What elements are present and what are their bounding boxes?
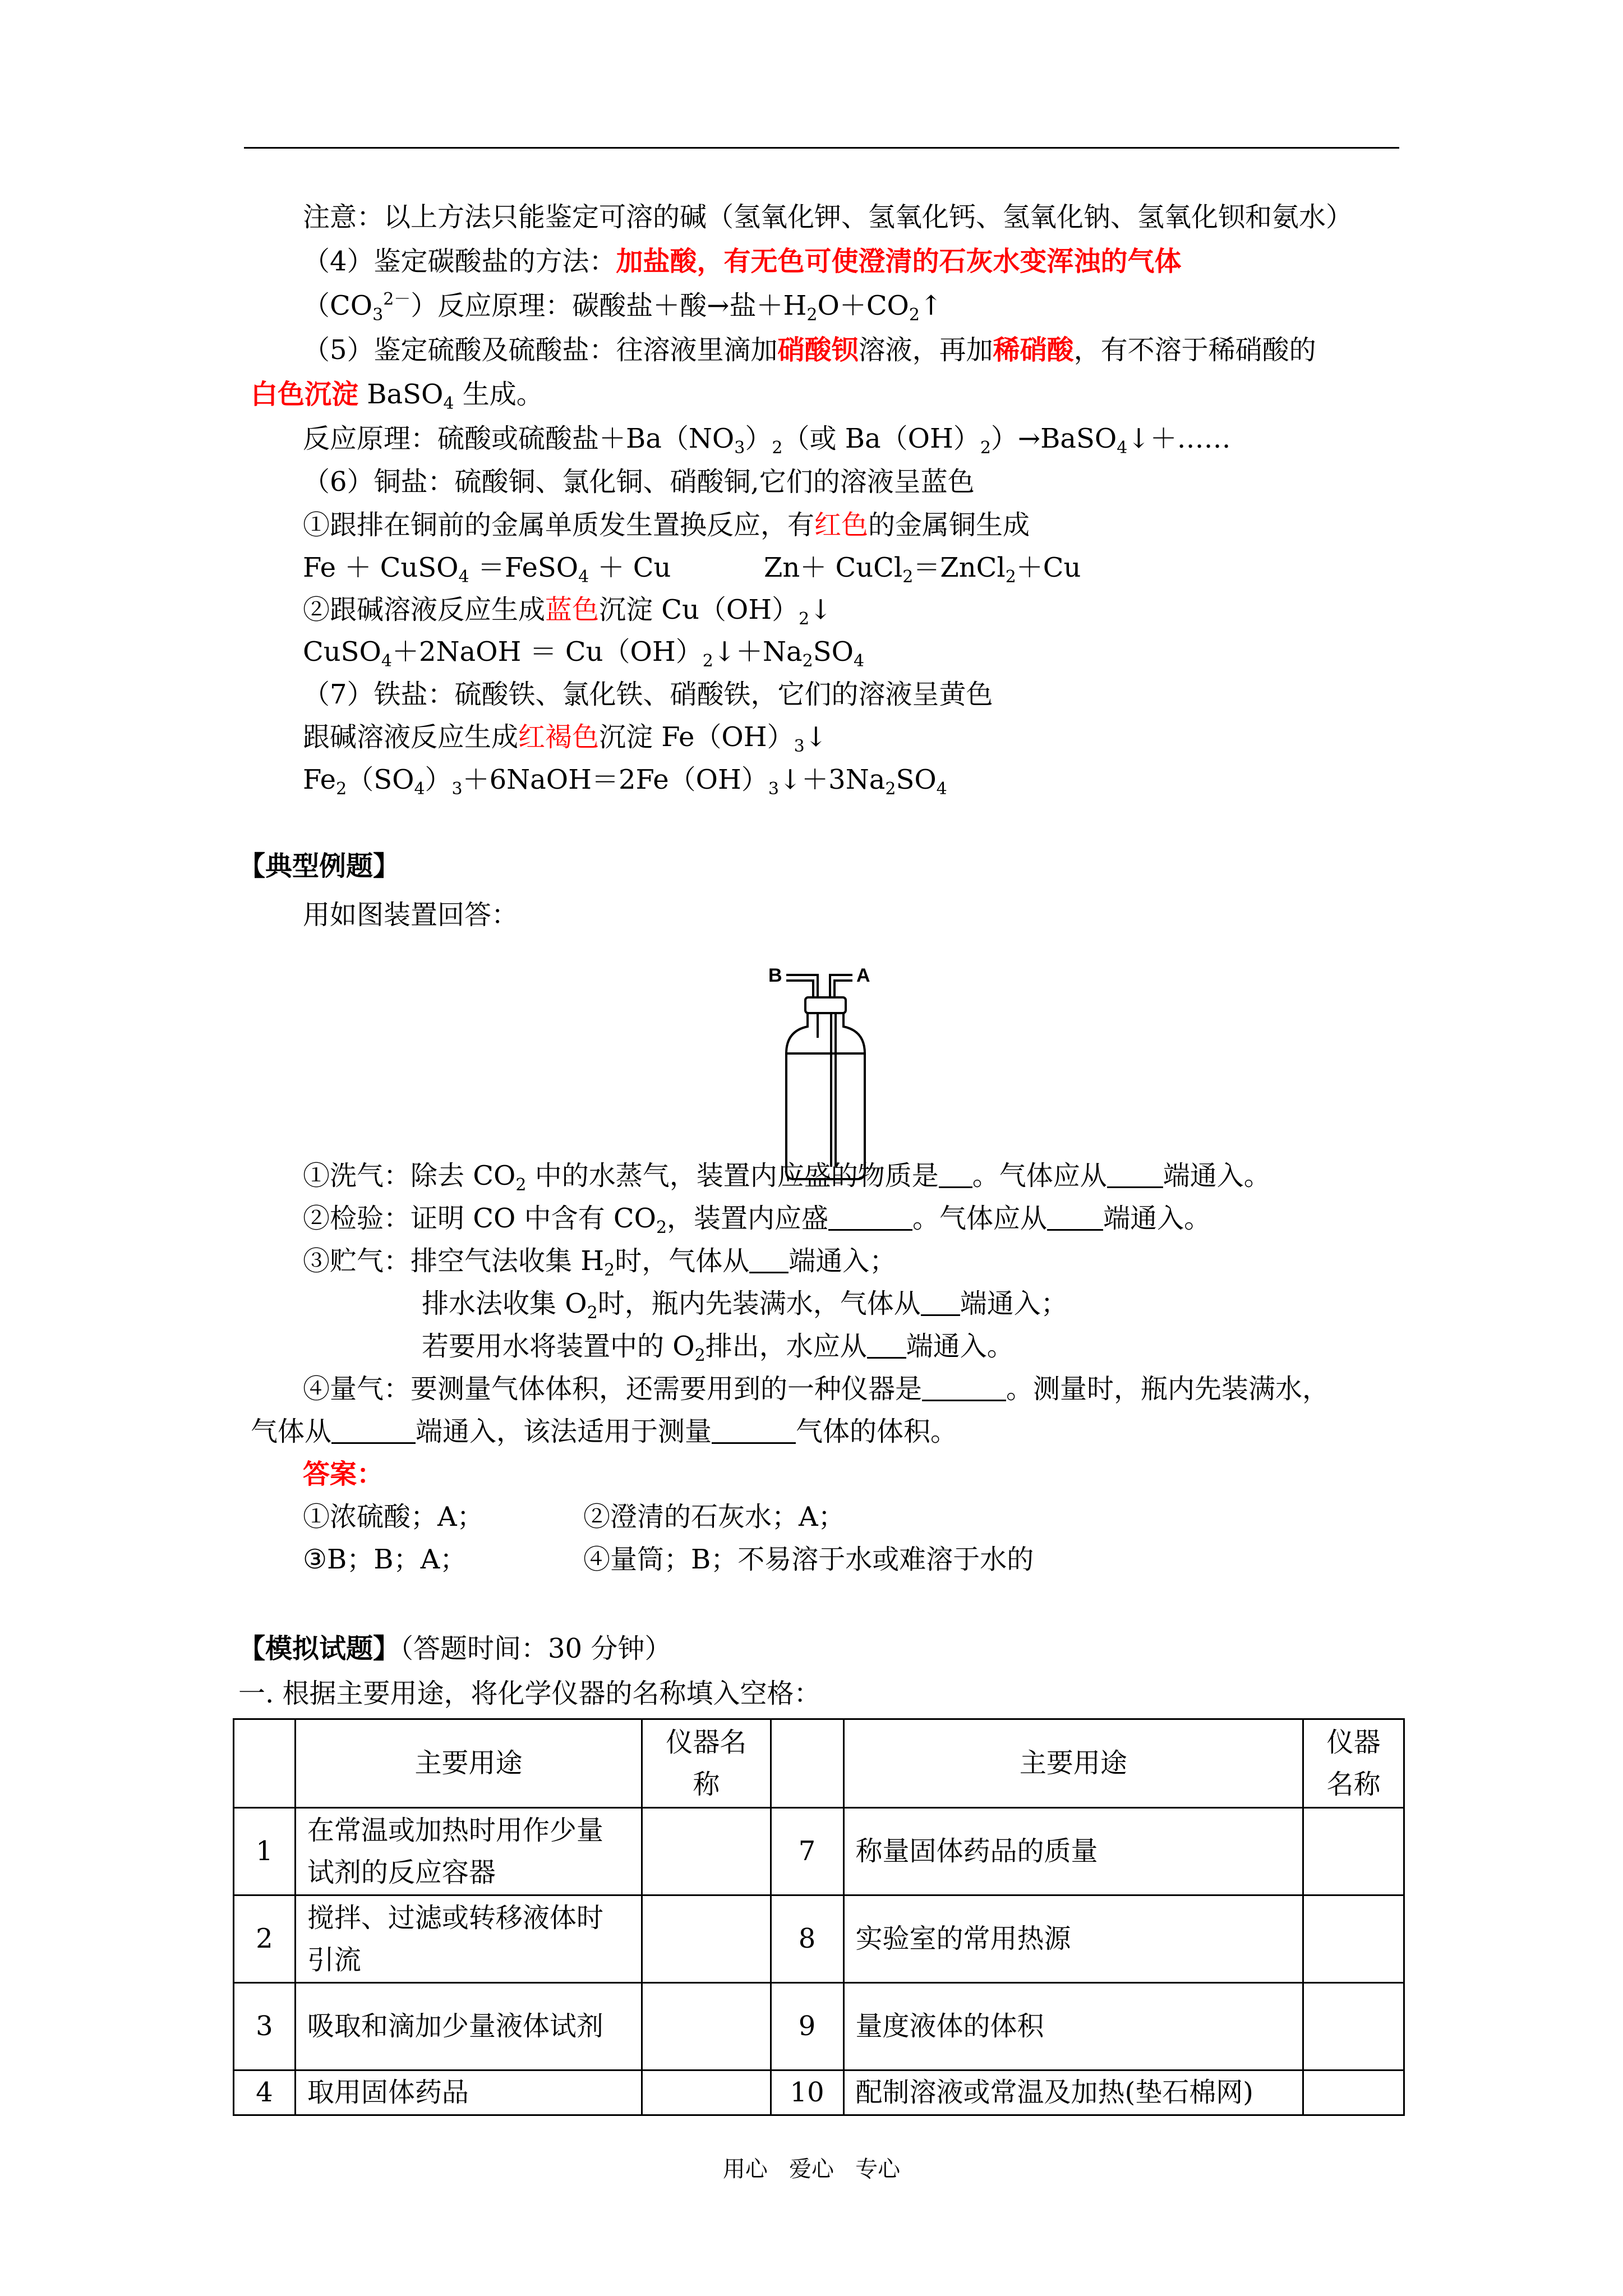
copper-base-line: ②跟碱溶液反应生成蓝色沉淀 $Cu(OH)_2↓$ bbox=[303, 594, 832, 629]
answer-label: 答案： bbox=[303, 1458, 384, 1490]
row-use: 吸取和滴加少量液体试剂 bbox=[295, 1983, 642, 2070]
exercise-time: （答题时间：30 分钟） bbox=[400, 1633, 672, 1664]
row-use: 实验室的常用热源 bbox=[843, 1895, 1303, 1983]
label-b: B bbox=[768, 965, 782, 986]
row-number: 1 bbox=[234, 1808, 296, 1895]
sulfate-principle-line: 反应原理：硫酸或硫酸盐$+Ba(NO_3)_2$（或 $Ba(OH)_2)\to BaSO_4↓+\dots\dots$ bbox=[303, 423, 1231, 458]
answer-2: ②澄清的石灰水；A； bbox=[583, 1501, 845, 1533]
row-use: 配制溶液或常温及加热(垫石棉网) bbox=[843, 2070, 1303, 2115]
row-number: 9 bbox=[771, 1983, 843, 2070]
header-index-2 bbox=[771, 1719, 843, 1808]
row-use: 量度液体的体积 bbox=[843, 1983, 1303, 2070]
answer-cell[interactable] bbox=[1303, 1808, 1404, 1895]
header-use-1: 主要用途 bbox=[295, 1719, 642, 1808]
row-use: 搅拌、过滤或转移液体时引流 bbox=[295, 1895, 642, 1983]
label-a: A bbox=[856, 965, 870, 986]
instrument-table bbox=[233, 1718, 1405, 2116]
row-number: 7 bbox=[771, 1808, 843, 1895]
blank-q2-port[interactable] bbox=[1047, 1207, 1103, 1231]
copper-equation-2: Zn＋ CuCl$_2$＝ZnCl$_2$＋Cu bbox=[764, 552, 1081, 587]
gas-washing-bottle-diagram bbox=[757, 954, 903, 1189]
blank-q4-gas[interactable] bbox=[712, 1420, 796, 1444]
table-row bbox=[234, 1808, 1404, 1895]
row-number: 4 bbox=[234, 2070, 296, 2115]
blank-q3-water-port[interactable] bbox=[921, 1292, 960, 1316]
header-rule bbox=[244, 147, 1399, 149]
row-number: 2 bbox=[234, 1895, 296, 1983]
answer-cell[interactable] bbox=[642, 1983, 771, 2070]
copper-equation-3: CuSO$_4$＋2NaOH ＝ $Cu(OH)_2↓+Na_2SO_4$ bbox=[303, 636, 865, 671]
blank-q3-port[interactable] bbox=[749, 1249, 789, 1273]
answer-cell[interactable] bbox=[642, 1895, 771, 1983]
question-4-line-2: 气体从 端通入，该法适用于测量 气体的体积。 bbox=[251, 1416, 958, 1447]
answer-3: ③B；B；A； bbox=[303, 1544, 467, 1575]
iron-equation: $Fe_2(SO_4)_3+6NaOH=2Fe(OH)_3↓+3Na_2SO_4$ bbox=[303, 764, 947, 799]
question-1: ①洗气：除去 $CO_2$ 中的水蒸气，装置内应盛的物质是 。气体应从 端通入。 bbox=[303, 1160, 1271, 1195]
blank-q1-port[interactable] bbox=[1107, 1164, 1163, 1188]
table-row bbox=[234, 1895, 1404, 1983]
carbonate-method-line: （4）鉴定碳酸盐的方法：加盐酸，有无色可使澄清的石灰水变浑浊的气体 bbox=[303, 246, 1182, 277]
exercise-instruction: 一. 根据主要用途，将化学仪器的名称填入空格： bbox=[238, 1678, 821, 1709]
copper-salt-line: （6）铜盐：硫酸铜、氯化铜、硝酸铜,它们的溶液呈蓝色 bbox=[303, 466, 975, 498]
row-number: 8 bbox=[771, 1895, 843, 1983]
header-name-1: 仪器名称 bbox=[642, 1719, 771, 1808]
answer-1: ①浓硫酸；A； bbox=[303, 1501, 484, 1533]
sulfate-method-line: （5）鉴定硫酸及硫酸盐：往溶液里滴加硝酸钡溶液，再加稀硝酸，有不溶于稀硝酸的 bbox=[303, 334, 1316, 366]
blank-q4-instrument[interactable] bbox=[922, 1377, 1006, 1401]
row-use: 取用固体药品 bbox=[295, 2070, 642, 2115]
question-2: ②检验：证明 CO 中含有 $CO_2$，装置内应盛 。气体应从 端通入。 bbox=[303, 1203, 1211, 1237]
answer-cell[interactable] bbox=[1303, 1983, 1404, 2070]
answer-4: ④量筒；B；不易溶于水或难溶于水的 bbox=[583, 1544, 1034, 1575]
row-use: 在常温或加热时用作少量试剂的反应容器 bbox=[295, 1808, 642, 1895]
table-header-row bbox=[234, 1719, 1404, 1808]
blank-q3-drain-port[interactable] bbox=[867, 1335, 906, 1359]
blank-q1-substance[interactable] bbox=[939, 1164, 972, 1188]
blank-q4-port[interactable] bbox=[331, 1420, 416, 1444]
bottle-outline bbox=[786, 975, 865, 1179]
copper-displacement-line: ①跟排在铜前的金属单质发生置换反应，有红色的金属铜生成 bbox=[303, 509, 1030, 541]
question-3-line-2: 排水法收集 $O_2$时，瓶内先装满水，气体从 端通入； bbox=[422, 1288, 1068, 1323]
blank-q2-substance[interactable] bbox=[828, 1207, 912, 1231]
row-number: 10 bbox=[771, 2070, 843, 2115]
carbonate-principle-line: $(CO_3^{2-})$反应原理：碳酸盐＋酸→盐$+H_2O+CO_2↑$ bbox=[303, 289, 943, 325]
exercise-heading-line bbox=[238, 1635, 671, 1662]
question-3-line-3: 若要用水将装置中的 $O_2$排出，水应从 端通入。 bbox=[422, 1331, 1014, 1365]
question-4: ④量气：要测量气体体积，还需要用到的一种仪器是 。测量时，瓶内先装满水， bbox=[303, 1373, 1330, 1405]
exercise-heading: 【模拟试题】 bbox=[238, 1633, 400, 1664]
header-name-2: 仪器名称 bbox=[1303, 1719, 1404, 1808]
row-use: 称量固体药品的质量 bbox=[843, 1808, 1303, 1895]
table-row bbox=[234, 1983, 1404, 2070]
iron-base-line: 跟碱溶液反应生成红褐色沉淀 $Fe(OH)_3↓$ bbox=[303, 721, 827, 756]
example-intro: 用如图装置回答： bbox=[303, 899, 519, 931]
answer-cell[interactable] bbox=[642, 2070, 771, 2115]
row-number: 3 bbox=[234, 1983, 296, 2070]
page-footer: 用心 爱心 专心 bbox=[722, 2156, 901, 2182]
answer-cell[interactable] bbox=[642, 1808, 771, 1895]
iron-salt-line: （7）铁盐：硫酸铁、氯化铁、硝酸铁，它们的溶液呈黄色 bbox=[303, 679, 993, 710]
sulfate-method-line-2: 白色沉淀 BaSO$_4$ 生成。 bbox=[251, 379, 543, 413]
note-line: 注意：以上方法只能鉴定可溶的碱（氢氧化钾、氢氧化钙、氢氧化钠、氢氧化钡和氨水） bbox=[303, 201, 1353, 233]
header-index-1 bbox=[234, 1719, 296, 1808]
table-row bbox=[234, 2070, 1404, 2115]
answer-cell[interactable] bbox=[1303, 1895, 1404, 1983]
question-3: ③贮气：排空气法收集 $H_2$时，气体从 端通入； bbox=[303, 1245, 897, 1280]
example-heading: 【典型例题】 bbox=[238, 850, 400, 882]
copper-equation-1: Fe ＋ CuSO$_4$ ＝FeSO$_4$ ＋ Cu bbox=[303, 552, 671, 587]
header-use-2: 主要用途 bbox=[843, 1719, 1303, 1808]
answer-cell[interactable] bbox=[1303, 2070, 1404, 2115]
